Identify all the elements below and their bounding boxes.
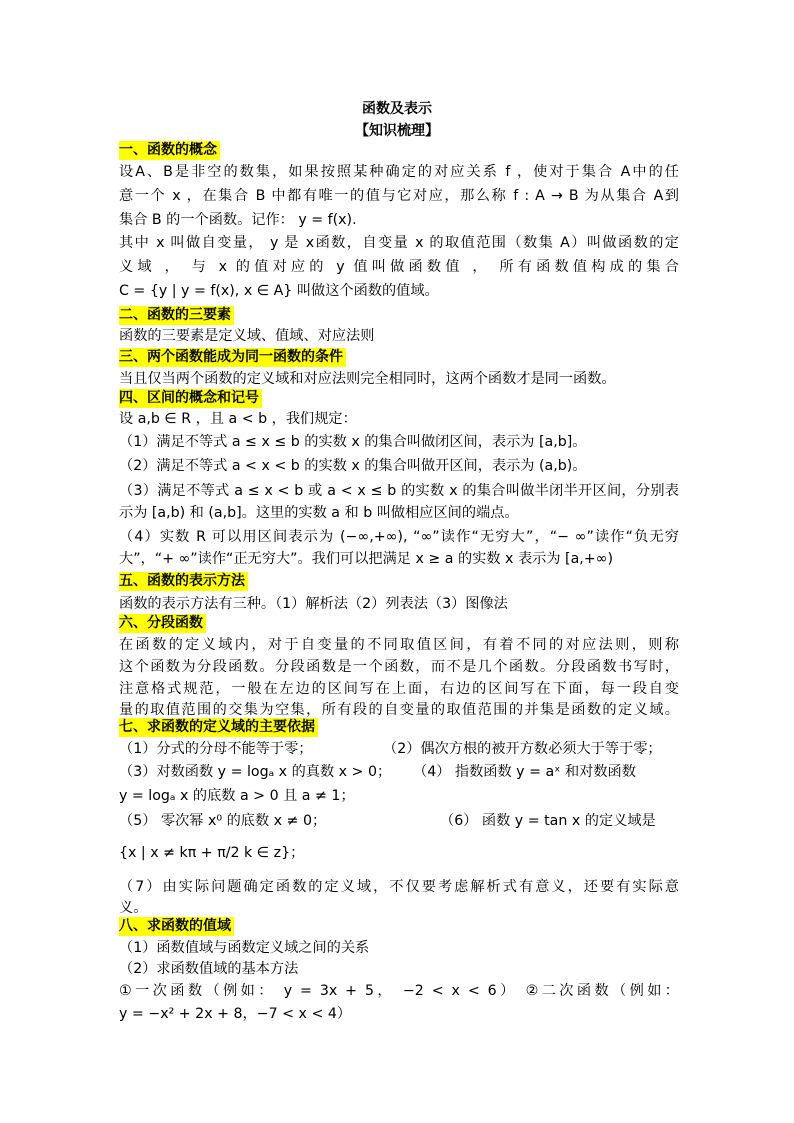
paragraph-line: C = {y | y = f(x), x ∈ A} 叫做这个函数的值域。 (119, 283, 439, 299)
paragraph-line: 设 a,b ∈ R ，且 a < b ，我们规定： (119, 411, 357, 427)
paragraph-line: 量的取值范围的交集为空集，所有段的自变量的取值范围的并集是函数的定义域。 (119, 702, 679, 718)
paragraph-line: 函数的表示方法有三种。（1）解析法（2）列表法（3）图像法 (119, 596, 508, 612)
document-title: 函数及表示 (362, 101, 432, 117)
paragraph-line: 示为 [a,b) 和 (a,b]。这里的实数 a 和 b 叫做相应区间的端点。 (119, 505, 519, 521)
section-heading-4: 四、区间的概念和记号 (119, 389, 262, 408)
paragraph-line: （2）求函数值域的基本方法 (119, 961, 299, 977)
paragraph-line: 这个函数为分段函数。分段函数是一个函数，而不是几个函数。分段函数书写时， (119, 659, 679, 675)
paragraph-line: （7）由实际问题确定函数的定义域，不仅要考虑解析式有意义，还要有实际意 (119, 879, 679, 895)
paragraph-line: 集合 B 的一个函数。记作： y = f(x). (119, 212, 357, 228)
paragraph-line: （1）满足不等式 a ≤ x ≤ b 的实数 x 的集合叫做闭区间，表示为 [a,b]。 (119, 434, 587, 450)
paragraph-line: 意一个 x ，在集合 B 中都有唯一的值与它对应，那么称 f : A → B 为从集合 A到 (119, 188, 679, 204)
document-subtitle: 【知识梳理】 (355, 123, 439, 139)
paragraph-line: （4） 指数函数 y = aˣ 和对数函数 (413, 764, 636, 780)
section-heading-7: 七、求函数的定义域的主要依据 (119, 718, 318, 737)
paragraph-line: 在函数的定义域内，对于自变量的不同取值区间，有着不同的对应法则，则称 (119, 637, 679, 653)
section-heading-5: 五、函数的表示方法 (119, 572, 248, 591)
paragraph-line: 设A、B是非空的数集，如果按照某种确定的对应关系 f ，使对于集合 A中的任 (119, 164, 679, 180)
section-heading-1: 一、函数的概念 (119, 141, 220, 160)
paragraph-line: （2）满足不等式 a < x < b 的实数 x 的集合叫做开区间，表示为 (a,b)。 (119, 458, 587, 474)
paragraph-line: （6） 函数 y = tan x 的定义域是 (440, 813, 656, 829)
section-heading-2: 二、函数的三要素 (119, 306, 234, 325)
paragraph-line: 义。 (119, 900, 148, 916)
paragraph-line: y = logₐ x 的底数 a > 0 且 a ≠ 1； (119, 788, 355, 804)
paragraph-line: 义域 ， 与 x 的值对应的 y 值叫做函数值 ， 所有函数值构成的集合 (119, 259, 679, 275)
paragraph-line: 注意格式规范，一般在左边的区间写在上面，右边的区间写在下面，每一段自变 (119, 681, 679, 697)
paragraph-line: （2）偶次方根的被开方数必须大于等于零； (383, 741, 662, 757)
paragraph-line: （5） 零次幂 x⁰ 的底数 x ≠ 0； (119, 813, 327, 829)
paragraph-line: （1）函数值域与函数定义域之间的关系 (119, 940, 370, 956)
paragraph-line: （4）实数 R 可以用区间表示为 (−∞,+∞), “∞”读作“无穷大”，“− ∞”读作“负无穷 (119, 529, 679, 545)
paragraph-line: （1）分式的分母不能等于零； (119, 741, 313, 757)
paragraph-line: （3）对数函数 y = logₐ x 的真数 x > 0； (119, 764, 392, 780)
section-heading-6: 六、分段函数 (119, 614, 206, 633)
paragraph-line: 当且仅当两个函数的定义域和对应法则完全相同时，这两个函数才是同一函数。 (119, 371, 616, 387)
paragraph-line: 其中 x 叫做自变量， y 是 x函数，自变量 x 的取值范围（数集 A）叫做函数的定 (119, 235, 679, 251)
paragraph-line: ①一次函数（例如： y = 3x + 5， −2 < x < 6） ②二次函数（例如： (119, 983, 679, 999)
paragraph-line: y = −x² + 2x + 8，−7 < x < 4） (119, 1006, 352, 1022)
paragraph-line: 大”，“+ ∞”读作“正无穷大”。我们可以把满足 x ≥ a 的实数 x 表示为 [a,+∞) (119, 551, 614, 567)
section-heading-8: 八、求函数的值域 (119, 917, 234, 936)
paragraph-line: 函数的三要素是定义域、值域、对应法则 (119, 328, 375, 344)
section-heading-3: 三、两个函数能成为同一函数的条件 (119, 348, 346, 367)
paragraph-line: （3）满足不等式 a ≤ x < b 或 a < x ≤ b 的实数 x 的集合叫做半闭半开区间，分别表 (119, 483, 679, 499)
paragraph-line: {x | x ≠ kπ + π/2 k ∈ z}； (119, 845, 305, 861)
